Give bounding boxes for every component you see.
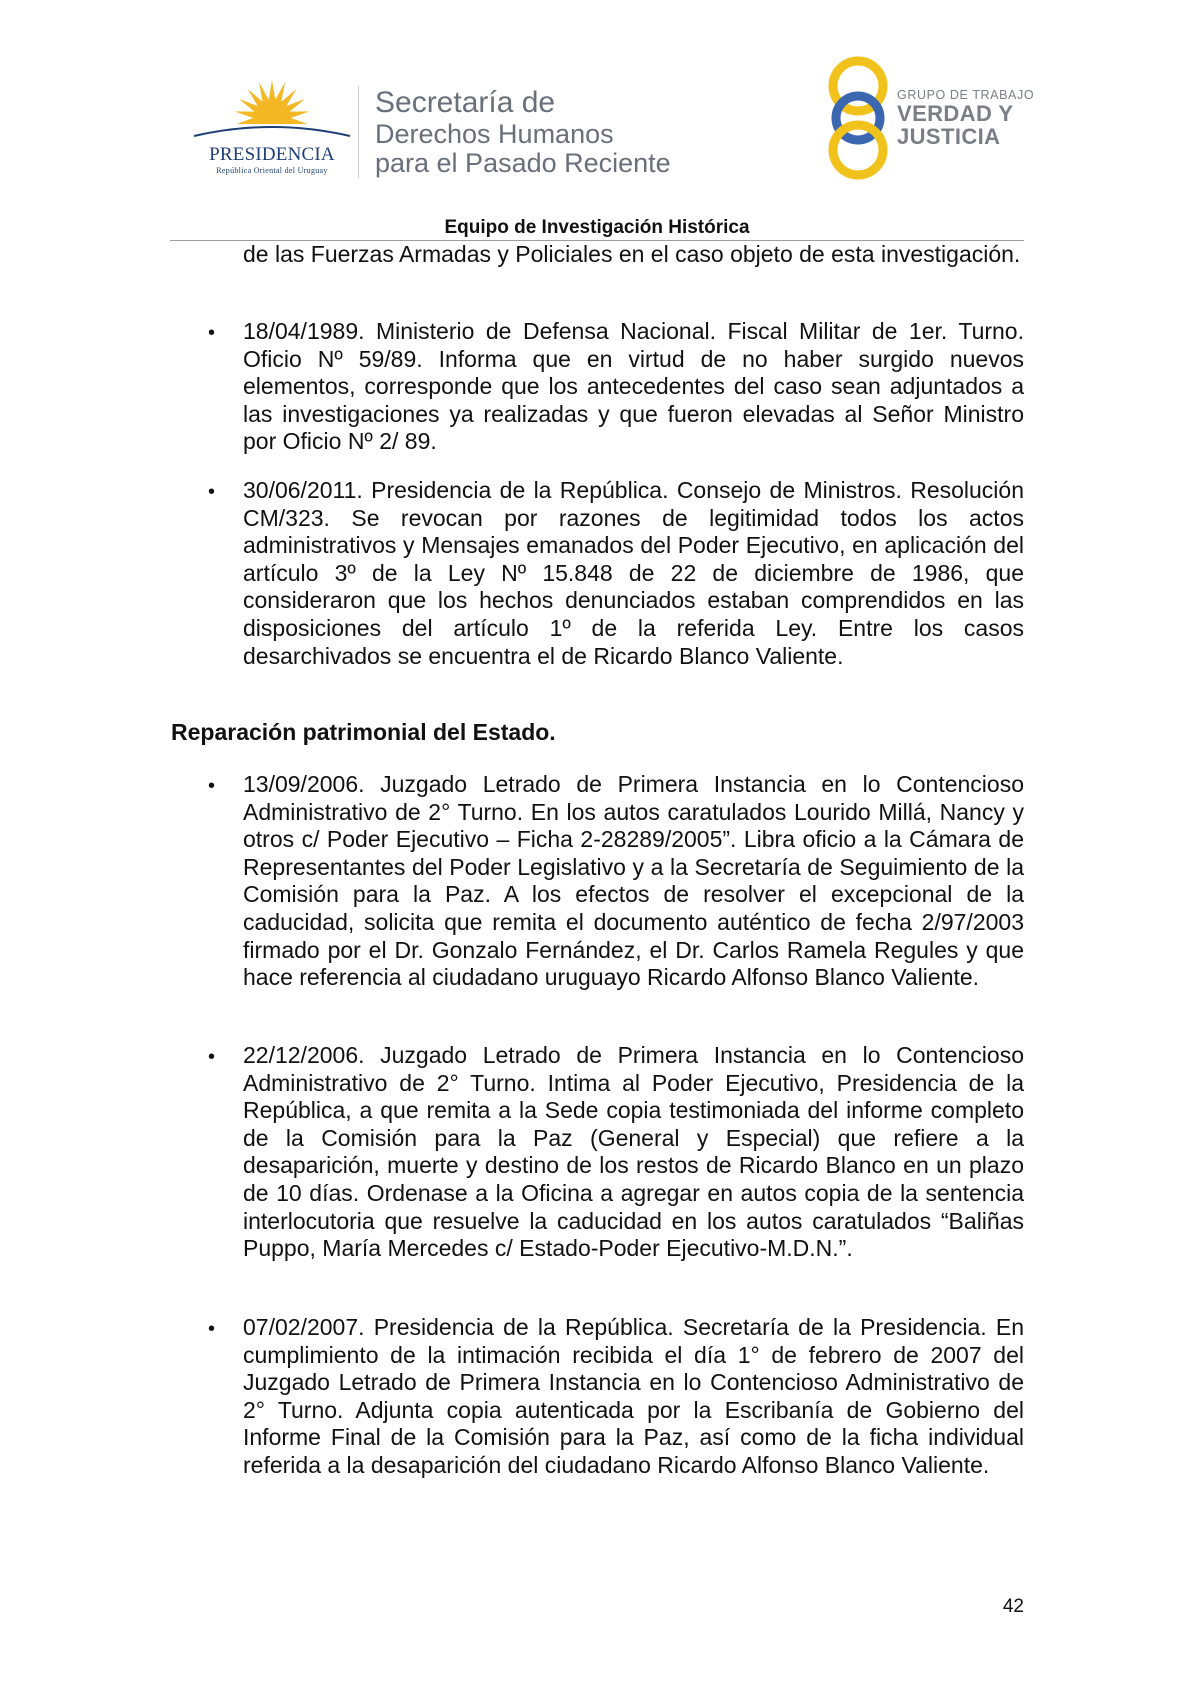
bullet-symbol: • bbox=[208, 481, 216, 503]
sun-icon bbox=[192, 78, 352, 148]
grupo-line-3: JUSTICIA bbox=[897, 124, 1001, 149]
list-item: 18/04/1989. Ministerio de Defensa Nacional. Fiscal Militar de 1er. Turno. Oficio Nº 59/89. Informa que en virtud de no haber surgido nuevos elementos, corresponde que los antecedentes del caso sean adjuntados a las investigaciones ya realizadas y que fueron elevadas al Señor Ministro por Oficio Nº 2/ 89. bbox=[243, 318, 1024, 455]
presidencia-name: PRESIDENCIA bbox=[209, 144, 335, 165]
list-item: 13/09/2006. Juzgado Letrado de Primera Instancia en lo Contencioso Administrativo de 2° Turno. En los autos caratulados Lourido Millá, Nancy y otros c/ Poder Ejecutivo – Ficha 2-28289/2005”. Libra oficio a la Cámara de Representantes del Poder Legislativo y a la Secretaría de Seguimiento de la Comisión para la Paz. A los efectos de resolver el excepcional de la caducidad, solicita que remita el documento auténtico de fecha 2/97/2003 firmado por el Dr. Gonzalo Fernández, el Dr. Carlos Ramela Regules y que hace referencia al ciudadano uruguayo Ricardo Alfonso Blanco Valiente. bbox=[243, 771, 1024, 991]
presidencia-subtitle: República Oriental del Uruguay bbox=[216, 166, 328, 175]
secretaria-title bbox=[375, 86, 671, 178]
grupo-line-1: GRUPO DE TRABAJO bbox=[897, 88, 1035, 102]
list-item: 07/02/2007. Presidencia de la República. Secretaría de la Presidencia. En cumplimiento de la intimación recibida el día 1° de febrero de 2007 del Juzgado Letrado de Primera Instancia en lo Contencioso Administrativo de 2° Turno. Adjunta copia autenticada por la Escribanía de Gobierno del Informe Final de la Comisión para la Paz, así como de la ficha individual referida a la desaparición del ciudadano Ricardo Alfonso Blanco Valiente. bbox=[243, 1314, 1024, 1478]
page-number: 42 bbox=[1002, 1596, 1024, 1617]
bullet-symbol: • bbox=[208, 322, 216, 344]
secretaria-line-1: Secretaría de bbox=[375, 86, 556, 119]
rings-icon bbox=[822, 56, 902, 180]
header-subtitle: Equipo de Investigación Histórica bbox=[444, 217, 750, 238]
bullet-symbol: • bbox=[208, 1046, 216, 1068]
header-divider bbox=[358, 86, 359, 178]
presidencia-logo bbox=[192, 78, 352, 178]
grupo-line-2: VERDAD Y bbox=[897, 101, 1014, 126]
bullet-symbol: • bbox=[208, 1318, 216, 1340]
list-item: 22/12/2006. Juzgado Letrado de Primera Instancia en lo Contencioso Administrativo de 2° Turno. Intima al Poder Ejecutivo, Presidencia de la República, a que remita a la Sede copia testimoniada del informe completo de la Comisión para la Paz (General y Especial) que refiere a la desaparición, muerte y destino de los restos de Ricardo Blanco en un plazo de 10 días. Ordenase a la Oficina a agregar en autos copia de la sentencia interlocutoria que resuelve la caducidad en los autos caratulados “Baliñas Puppo, María Mercedes c/ Estado-Poder Ejecutivo-M.D.N.”. bbox=[243, 1042, 1024, 1262]
continuation-paragraph: de las Fuerzas Armadas y Policiales en el caso objeto de esta investigación. bbox=[243, 241, 1021, 267]
section-heading: Reparación patrimonial del Estado. bbox=[171, 719, 556, 745]
list-item: 30/06/2011. Presidencia de la República. Consejo de Ministros. Resolución CM/323. Se revocan por razones de legitimidad todos los actos administrativos y Mensajes emanados del Poder Ejecutivo, en aplicación del artículo 3º de la Ley Nº 15.848 de 22 de diciembre de 1986, que consideraron que los hechos denunciados estaban comprendidos en las disposiciones del artículo 1º de la referida Ley. Entre los casos desarchivados se encuentra el de Ricardo Blanco Valiente. bbox=[243, 477, 1024, 669]
secretaria-line-3: para el Pasado Reciente bbox=[375, 148, 671, 178]
grupo-trabajo-text bbox=[897, 88, 1034, 148]
secretaria-line-2: Derechos Humanos bbox=[375, 119, 614, 149]
bullet-symbol: • bbox=[208, 775, 216, 797]
